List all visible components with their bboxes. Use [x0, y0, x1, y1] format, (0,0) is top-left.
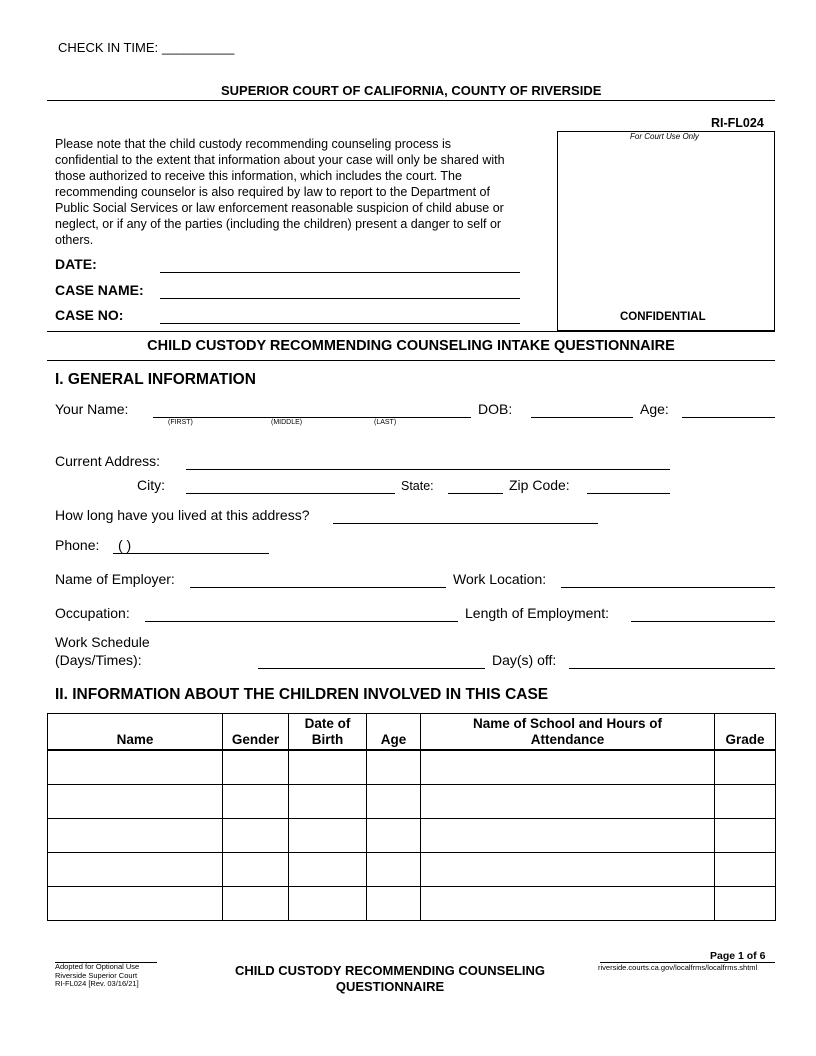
dob-field[interactable]	[531, 417, 633, 418]
child-dob-cell[interactable]	[289, 819, 367, 853]
section1-title: I. GENERAL INFORMATION	[55, 371, 256, 388]
phone-label: Phone:	[55, 537, 100, 553]
case-name-field[interactable]	[160, 298, 520, 299]
page-number: Page 1 of 6	[710, 950, 766, 962]
child-name-cell[interactable]	[48, 853, 223, 887]
child-dob-cell[interactable]	[289, 785, 367, 819]
child-age-cell[interactable]	[367, 785, 421, 819]
age-field[interactable]	[682, 417, 775, 418]
length-employment-label: Length of Employment:	[465, 605, 609, 621]
col-gender	[223, 714, 289, 751]
child-grade-cell[interactable]	[715, 887, 776, 921]
your-name-label: Your Name:	[55, 401, 129, 417]
last-hint: (LAST)	[374, 419, 397, 426]
child-dob-cell[interactable]	[289, 750, 367, 785]
court-use-only-label: For Court Use Only	[630, 132, 699, 141]
col-school	[421, 714, 715, 751]
child-name-cell[interactable]	[48, 750, 223, 785]
length-employment-field[interactable]	[631, 621, 775, 622]
footer-adopted	[55, 963, 139, 989]
child-age-cell[interactable]	[367, 750, 421, 785]
days-times-label: (Days/Times):	[55, 652, 142, 668]
col-grade-label: Grade	[725, 732, 765, 747]
footer-rev-line: RI-FL024 [Rev. 03/16/21]	[55, 979, 139, 988]
notice-line: others.	[55, 233, 94, 247]
child-gender-cell[interactable]	[223, 853, 289, 887]
child-grade-cell[interactable]	[715, 853, 776, 887]
state-label: State:	[401, 479, 434, 493]
days-off-field[interactable]	[569, 668, 775, 669]
child-school-cell[interactable]	[421, 819, 715, 853]
child-school-cell[interactable]	[421, 887, 715, 921]
zip-code-label: Zip Code:	[509, 477, 570, 493]
work-location-field[interactable]	[561, 587, 775, 588]
section2-title: II. INFORMATION ABOUT THE CHILDREN INVOLVED IN THIS CASE	[55, 686, 549, 703]
age-label: Age:	[640, 401, 669, 417]
child-dob-cell[interactable]	[289, 853, 367, 887]
title-rule-bottom	[47, 360, 775, 361]
how-long-label: How long have you lived at this address?	[55, 507, 310, 523]
table-row	[48, 785, 776, 819]
occupation-label: Occupation:	[55, 605, 130, 621]
footer-adopted-line: Adopted for Optional Use	[55, 962, 140, 971]
case-no-field[interactable]	[160, 323, 520, 324]
phone-field[interactable]	[113, 553, 269, 554]
table-row	[48, 750, 776, 785]
child-age-cell[interactable]	[367, 819, 421, 853]
child-gender-cell[interactable]	[223, 750, 289, 785]
child-name-cell[interactable]	[48, 819, 223, 853]
how-long-field[interactable]	[333, 523, 598, 524]
col-age-label: Age	[380, 732, 407, 747]
title-rule-top	[47, 331, 775, 332]
child-grade-cell[interactable]	[715, 750, 776, 785]
form-title: CHILD CUSTODY RECOMMENDING COUNSELING INTAKE QUESTIONNAIRE	[147, 338, 675, 354]
notice-line: Public Social Services or law enforcement reasonable suspicion of child abuse or	[55, 201, 504, 215]
footer-title-line2: QUESTIONNAIRE	[335, 979, 445, 994]
child-grade-cell[interactable]	[715, 785, 776, 819]
your-name-field[interactable]	[153, 417, 471, 418]
city-field[interactable]	[186, 493, 395, 494]
date-label: DATE:	[55, 256, 97, 272]
children-table	[47, 713, 776, 921]
col-name	[48, 714, 223, 751]
case-no-label: CASE NO:	[55, 307, 124, 323]
check-in-label: CHECK IN TIME:	[58, 40, 159, 55]
child-age-cell[interactable]	[367, 887, 421, 921]
middle-hint: (MIDDLE)	[271, 419, 303, 426]
col-school-line1: Name of School and Hours of	[472, 716, 662, 731]
child-school-cell[interactable]	[421, 853, 715, 887]
table-row	[48, 819, 776, 853]
days-off-label: Day(s) off:	[492, 652, 557, 668]
col-dob-line2: Birth	[311, 732, 344, 747]
child-school-cell[interactable]	[421, 785, 715, 819]
col-school-line2: Attendance	[530, 732, 605, 747]
child-gender-cell[interactable]	[223, 887, 289, 921]
court-title: SUPERIOR COURT OF CALIFORNIA, COUNTY OF RIVERSIDE	[221, 83, 602, 98]
notice-line: recommending counselor is also required by law to report to the Department of	[55, 185, 490, 199]
table-header-row	[48, 714, 776, 751]
date-field[interactable]	[160, 272, 520, 273]
notice-line: neglect, or if any of the parties (including the children) present a danger to self or	[55, 217, 502, 231]
current-address-label: Current Address:	[55, 453, 161, 469]
col-grade	[715, 714, 776, 751]
case-name-label: CASE NAME:	[55, 282, 144, 298]
notice-line: Please note that the child custody recommending counseling process is	[55, 137, 452, 151]
top-rule	[47, 100, 775, 101]
col-name-label: Name	[116, 732, 154, 747]
confidential-label: CONFIDENTIAL	[620, 311, 706, 323]
check-in-field[interactable]: __________	[162, 40, 235, 55]
city-label: City:	[137, 477, 165, 493]
phone-area-code: ( )	[118, 537, 132, 553]
footer-title	[190, 963, 590, 995]
state-field[interactable]	[448, 493, 503, 494]
child-name-cell[interactable]	[48, 785, 223, 819]
table-row	[48, 887, 776, 921]
employer-field[interactable]	[190, 587, 446, 588]
confidentiality-notice	[55, 136, 505, 248]
col-dob-line1: Date of	[304, 716, 351, 731]
child-gender-cell[interactable]	[223, 785, 289, 819]
notice-line: those authorized to receive this information, which includes the court. The	[55, 169, 462, 183]
col-age	[367, 714, 421, 751]
work-location-label: Work Location:	[453, 571, 547, 587]
footer-court-line: Riverside Superior Court	[55, 970, 138, 980]
occupation-field[interactable]	[145, 621, 458, 622]
table-row	[48, 853, 776, 887]
col-dob	[289, 714, 367, 751]
work-schedule-label: Work Schedule	[55, 634, 150, 650]
dob-label: DOB:	[478, 401, 513, 417]
footer-url: riverside.courts.ca.gov/localfrms/localfrms.shtml	[598, 963, 758, 972]
col-gender-label: Gender	[231, 732, 280, 747]
child-dob-cell[interactable]	[289, 887, 367, 921]
zip-code-field[interactable]	[587, 493, 670, 494]
form-number: RI-FL024	[711, 116, 764, 130]
child-age-cell[interactable]	[367, 853, 421, 887]
child-name-cell[interactable]	[48, 887, 223, 921]
child-grade-cell[interactable]	[715, 819, 776, 853]
employer-label: Name of Employer:	[55, 571, 175, 587]
footer-title-line1: CHILD CUSTODY RECOMMENDING COUNSELING	[234, 963, 546, 978]
child-gender-cell[interactable]	[223, 819, 289, 853]
court-use-box	[557, 131, 775, 331]
work-schedule-field[interactable]	[258, 668, 485, 669]
notice-line: confidential to the extent that information about your case will only be shared with	[55, 153, 505, 167]
child-school-cell[interactable]	[421, 750, 715, 785]
first-hint: (FIRST)	[168, 419, 193, 426]
current-address-field[interactable]	[186, 469, 670, 470]
